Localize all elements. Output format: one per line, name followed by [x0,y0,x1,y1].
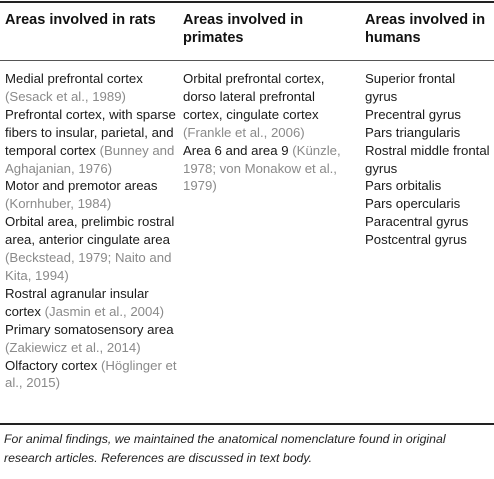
humans-entry: Precentral gyrus [365,106,462,122]
entry-reference: (Bunney and Aghajanian, 1976) [5,142,175,176]
header-humans: Areas involved in humans [365,12,486,46]
primates-entry [183,142,358,196]
primates-column [183,70,358,195]
humans-entry: Pars triangularis [365,124,461,140]
rats-entry [5,357,177,393]
entry-area: Primary somatosensory area [5,321,174,337]
entry-area: Olfactory cortex [5,357,98,373]
entry-reference: (Kornhuber, 1984) [5,196,112,212]
humans-entry: Postcentral gyrus [365,232,467,248]
entry-area: Medial prefrontal cortex [5,71,143,86]
table-top-rule [0,1,494,3]
entry-area: Area 6 and area 9 [183,142,289,158]
humans-entry: Pars opercularis [365,196,461,212]
header-rats: Areas involved in rats [5,12,156,28]
rats-entry [5,106,177,178]
entry-reference: (Höglinger et al., 2015) [5,357,177,391]
entry-area: Orbital area, prelimbic rostral area, anterior cingulate area [5,214,175,248]
table-bottom-rule [0,423,494,425]
humans-column [365,70,490,249]
humans-entry: Rostral middle frontal gyrus [365,142,490,176]
rats-entry [5,70,177,106]
humans-entry: Pars orbitalis [365,178,442,194]
table-footnote: For animal findings, we maintained the anatomical nomenclature found in original research articles. References are discussed in text body. [4,432,446,465]
entry-area: Prefrontal cortex, with sparse fibers to insular, parietal, and temporal cortex [5,106,176,158]
entry-reference: (Zakiewicz et al., 2014) [5,339,141,355]
humans-entry: Superior frontal gyrus [365,71,456,104]
entry-reference: (Frankle et al., 2006) [183,124,305,140]
rats-entry [5,285,177,321]
rats-entry [5,321,177,357]
entry-area: Motor and premotor areas [5,178,158,194]
entry-reference: (Jasmin et al., 2004) [44,303,165,319]
header-primates: Areas involved in primates [183,12,304,46]
rats-entry [5,177,177,213]
humans-entry: Paracentral gyrus [365,214,469,230]
primates-entry [183,70,358,142]
entry-area: Rostral agranular insular cortex [5,285,149,319]
header-divider [0,60,494,61]
rats-entry [5,213,177,285]
entry-reference: (Sesack et al., 1989) [5,88,126,104]
entry-area: Orbital prefrontal cortex, dorso lateral prefrontal cortex, cingulate cortex [183,71,325,122]
entry-reference: (Beckstead, 1979; Naito and Kita, 1994) [5,250,172,283]
rats-column [5,70,177,392]
entry-reference: (Künzle, 1978; von Monakow et al., 1979) [183,142,341,194]
